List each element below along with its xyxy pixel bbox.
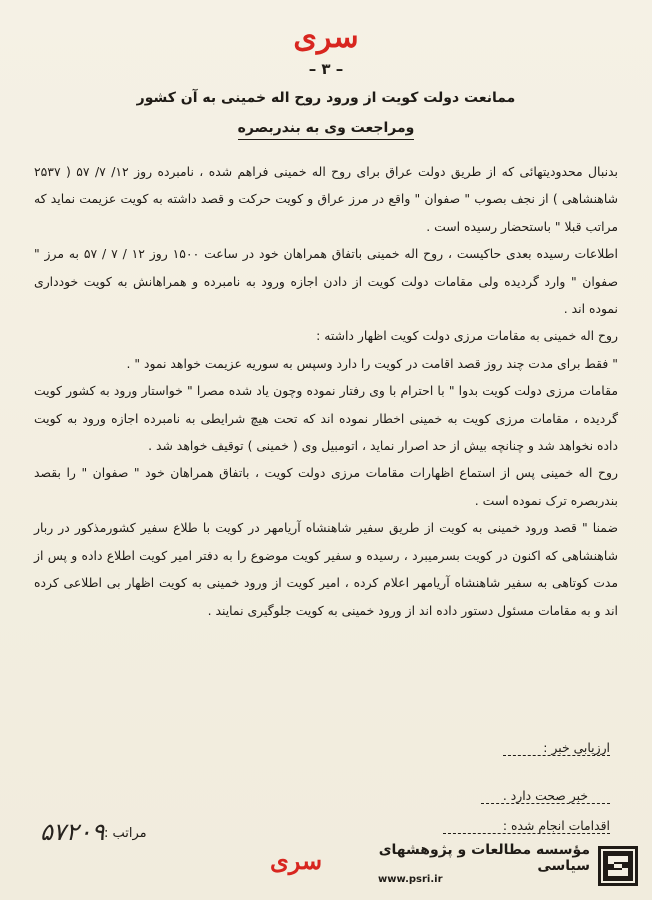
body-paragraph: بدنبال محدودیتهائی که از طریق دولت عراق برای روح اله خمینی فراهم شده ، نامبرده روز ۱۲/ ۷/ ۵۷ ( ۲۵۳۷ شاهنشاهی ) از نجف بصوب " صفوان " واقع در مرز عراق و کویت حرکت و قصد داشته به کویت عزیمت نماید که مراتب قبلا " باستحضار رسیده است . (34, 164, 618, 234)
classification-stamp-top: سری (293, 20, 359, 55)
document-title-line-1: ممانعت دولت کویت از ورود روح اله خمینی به آن کشور (136, 90, 516, 106)
page-number: – ۳ – (308, 60, 344, 78)
action-label: اقدامات انجام شده : (443, 818, 610, 834)
publisher-name: مؤسسه مطالعات و پژوهشهای سیاسی (378, 842, 590, 874)
body-paragraph: ضمنا " قصد ورود خمینی به کویت از طریق سفیر شاهنشاه آریامهر در کویت با طلاع سفیر کشورمذکور در ربار شاهنشاهی که اکنون در کویت بسرمیبرد ، رسیده و سفیر کویت موضوع را به دفتر امیر کویت اطلاع داده و پس از مدت کوتاهی به سفیر شاهنشاه آریامهر اعلام کرده ، امیر کویت از ورود خمینی به کویت اظهار بی اطلاعی کرده اند و به مقامات مسئول دستور داده اند از ورود خمینی به کویت جلوگیری نمایند . (34, 520, 618, 618)
evaluation-label-row (250, 740, 610, 755)
publisher-logo-icon (598, 846, 638, 886)
classification-stamp-bottom: سری (270, 846, 323, 875)
document-title-line-2 (0, 120, 652, 136)
action-label-row (250, 818, 610, 833)
publisher-watermark (340, 842, 590, 885)
reference-label: مراتب : (104, 826, 147, 841)
publisher-url: www.psri.ir (378, 874, 443, 885)
body-paragraph: روح اله خمینی پس از استماع اظهارات مقامات مرزی دولت کویت ، باتفاق همراهان خود " صفوان " را بقصد بندربصره ترک نموده است . (34, 465, 618, 508)
evaluation-value-row (250, 788, 610, 803)
document-title-line-2-text: ومراجعت وی به بندربصره (238, 120, 415, 140)
evaluation-value: خبر صحت دارد . (481, 788, 610, 804)
evaluation-label: ارزیابی خبر : (503, 740, 610, 756)
body-paragraph: روح اله خمینی به مقامات مرزی دولت کویت اظهار داشته : (316, 328, 618, 344)
body-paragraph: " فقط برای مدت چند روز قصد اقامت در کویت را دارد وسپس به سوریه عزیمت خواهد نمود " . (126, 355, 618, 371)
reference-number: ۵۷۲۰۹ (40, 818, 105, 846)
body-paragraph: مقامات مرزی دولت کویت بدوا " با احترام با وی رفتار نموده وچون یاد شده مصرا " خواستار ورود به کشور کویت گردیده ، مقامات مرزی کویت به خمینی اخطار نموده اند که تحت هیچ شرایطی به نامبرده اجازه ورود به کویت داده نخواهد شد و چنانچه بیش از حد اصرار نماید ، اتومبیل وی ( خمینی ) توقیف خواهد شد . (34, 383, 618, 454)
body-paragraph: اطلاعات رسیده بعدی حاکیست ، روح اله خمینی باتفاق همراهان خود در ساعت ۱۵۰۰ روز ۱۲ / ۷ / ۵۷ به مرز " صفوان " وارد گردیده ولی مقامات دولت کویت از دادن اجازه ورود به نامبرده و همراهانش به کویت خودداری نموده اند . (34, 246, 618, 317)
document-body (34, 158, 618, 624)
